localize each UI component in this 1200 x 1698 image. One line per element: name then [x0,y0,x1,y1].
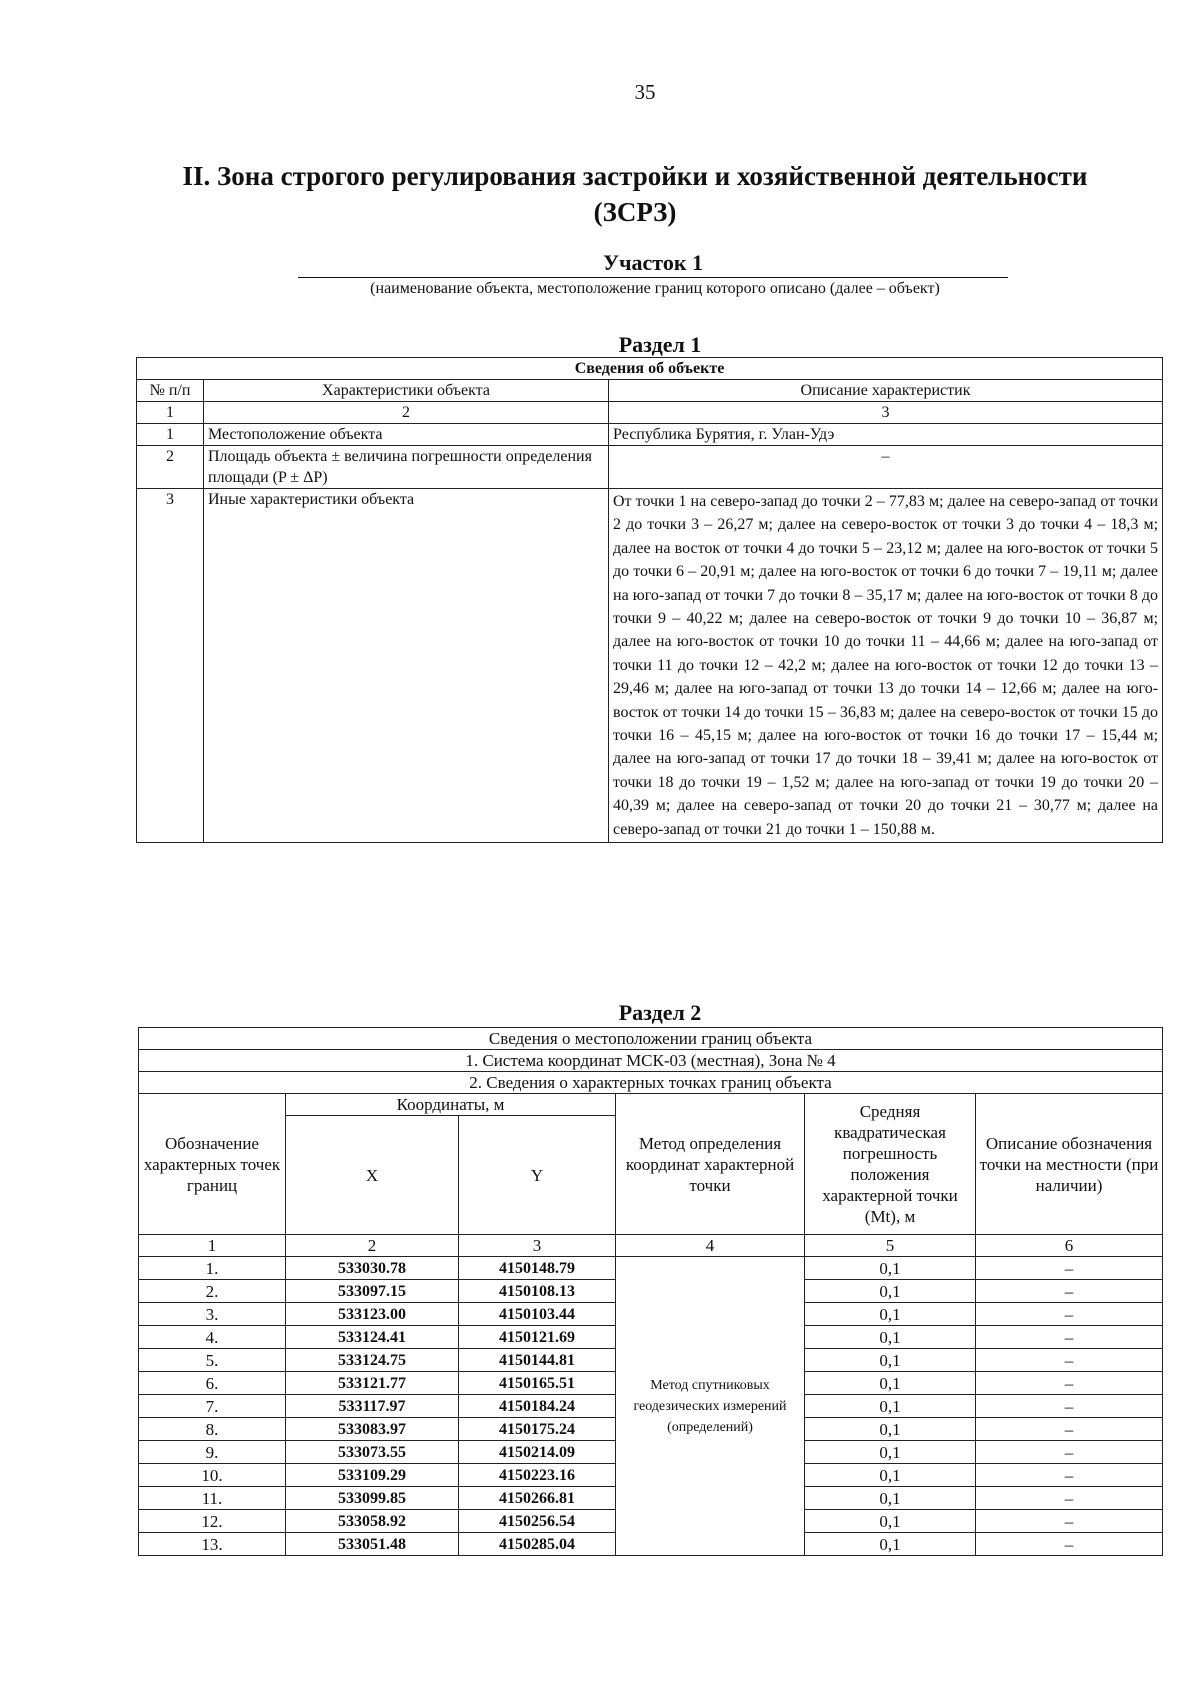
section2-title: Раздел 2 [618,1000,702,1025]
characteristic-value: – [609,446,1163,489]
characteristic-value: Республика Бурятия, г. Улан-Удэ [609,424,1163,446]
point-number: 1. [139,1257,286,1280]
point-number: 8. [139,1418,286,1441]
point-number: 9. [139,1441,286,1464]
point-x: 533123.00 [286,1303,459,1326]
point-y: 4150214.09 [459,1441,616,1464]
object-caption: (наименование объекта, местоположение границ которого описано (далее – объект) [370,280,940,297]
point-number: 13. [139,1533,286,1556]
point-accuracy: 0,1 [805,1441,976,1464]
table-row [139,1257,1163,1280]
method-cell: Метод спутниковых геодезических измерений (определений) [616,1257,805,1556]
characteristic-value: От точки 1 на северо-запад до точки 2 – 77,83 м; далее на северо-запад от точки 2 до точки 3 – 26,27 м; далее на северо-восток от точки 3 до точки 4 – 18,3 м; далее на восток от точки 4 до точки 5 – 23,12 м; далее на юго-восток от точки 5 до точки 6 – 20,91 м; далее на юго-восток от точки 6 до точки 7 – 19,11 м; далее на юго-запад от точки 7 до точки 8 – 35,17 м; далее на юго-восток от точки 8 до точки 9 – 40,22 м; далее на северо-восток от точки 9 до точки 10 – 36,87 м; далее на юго-восток от точки 10 до точки 11 – 44,66 м; далее на юго-запад от точки 11 до точки 12 – 42,2 м; далее на юго-восток от точки 12 до точки 13 – 29,46 м; далее на юго-запад от точки 13 до точки 14 – 12,66 м; далее на юго-восток от точки 14 до точки 15 – 36,83 м; далее на северо-восток от точки 15 до точки 16 – 45,15 м; далее на юго-восток от точки 16 до точки 17 – 15,44 м; далее на юго-запад от точки 17 до точки 18 – 39,41 м; далее на юго-восток от точки 18 до точки 19 – 1,52 м; далее на юго-запад от точки 19 до точки 20 – 40,39 м; далее на северо-запад от точки 20 до точки 21 – 30,77 м; далее на северо-запад от точки 21 до точки 1 – 150,88 м. [609,489,1163,843]
column-number-row [137,402,1163,424]
point-y: 4150256.54 [459,1510,616,1533]
point-number: 11. [139,1487,286,1510]
point-accuracy: 0,1 [805,1487,976,1510]
table-title: Сведения о местоположении границ объекта [139,1028,1163,1050]
object-info-table [136,357,1163,843]
document-title-line2: (ЗСРЗ) [593,197,677,227]
point-description: – [976,1464,1163,1487]
table-row [137,446,1163,489]
point-x: 533109.29 [286,1464,459,1487]
point-y: 4150266.81 [459,1487,616,1510]
point-number: 6. [139,1372,286,1395]
point-description: – [976,1257,1163,1280]
header-coords: Координаты, м [286,1094,616,1116]
point-number: 7. [139,1395,286,1418]
table-row [137,489,1163,843]
column-number: 3 [459,1235,616,1257]
column-number: 2 [204,402,609,424]
column-number: 1 [137,402,204,424]
table-header-row [137,380,1163,402]
point-x: 533083.97 [286,1418,459,1441]
characteristic-name: Местоположение объекта [204,424,609,446]
point-x: 533058.92 [286,1510,459,1533]
point-y: 4150165.51 [459,1372,616,1395]
table-row [139,1072,1163,1094]
point-y: 4150148.79 [459,1257,616,1280]
document-title-line1: II. Зона строгого регулирования застройки и хозяйственной деятельности [182,161,1088,191]
column-number: 3 [609,402,1163,424]
point-description: – [976,1303,1163,1326]
table-header-row [139,1094,1163,1116]
column-number: 2 [286,1235,459,1257]
header-point: Обозначение характерных точек границ [139,1094,286,1235]
column-number: 5 [805,1235,976,1257]
point-y: 4150121.69 [459,1326,616,1349]
header-method: Метод определения координат характерной точки [616,1094,805,1235]
point-x: 533073.55 [286,1441,459,1464]
point-number: 12. [139,1510,286,1533]
points-title: 2. Сведения о характерных точках границ объекта [139,1072,1163,1094]
point-description: – [976,1441,1163,1464]
point-description: – [976,1533,1163,1556]
point-accuracy: 0,1 [805,1395,976,1418]
header-cell: Описание характеристик [609,380,1163,402]
point-y: 4150223.16 [459,1464,616,1487]
point-x: 533117.97 [286,1395,459,1418]
point-description: – [976,1326,1163,1349]
point-description: – [976,1349,1163,1372]
point-x: 533124.75 [286,1349,459,1372]
point-accuracy: 0,1 [805,1464,976,1487]
point-y: 4150175.24 [459,1418,616,1441]
point-number: 4. [139,1326,286,1349]
point-number: 2. [139,1280,286,1303]
column-number: 4 [616,1235,805,1257]
column-number: 6 [976,1235,1163,1257]
header-cell: № п/п [137,380,204,402]
column-number-row [139,1235,1163,1257]
point-x: 533051.48 [286,1533,459,1556]
point-accuracy: 0,1 [805,1418,976,1441]
point-accuracy: 0,1 [805,1326,976,1349]
table-row [137,358,1163,380]
point-x: 533124.41 [286,1326,459,1349]
row-number: 2 [137,446,204,489]
point-accuracy: 0,1 [805,1372,976,1395]
table-row [139,1050,1163,1072]
characteristic-name: Площадь объекта ± величина погрешности определения площади (P ± ΔP) [204,446,609,489]
point-accuracy: 0,1 [805,1349,976,1372]
point-y: 4150184.24 [459,1395,616,1418]
point-description: – [976,1487,1163,1510]
row-number: 3 [137,489,204,843]
points-body [139,1257,1163,1556]
table-row [139,1028,1163,1050]
column-number: 1 [139,1235,286,1257]
object-name: Участок 1 [298,250,1008,278]
point-x: 533099.85 [286,1487,459,1510]
document-title [140,158,1130,230]
row-number: 1 [137,424,204,446]
coordinate-system: 1. Система координат МСК-03 (местная), Зона № 4 [139,1050,1163,1072]
point-number: 3. [139,1303,286,1326]
point-y: 4150285.04 [459,1533,616,1556]
point-number: 10. [139,1464,286,1487]
point-description: – [976,1510,1163,1533]
point-accuracy: 0,1 [805,1303,976,1326]
table-row [137,424,1163,446]
boundary-points-table [138,1027,1163,1556]
point-x: 533121.77 [286,1372,459,1395]
point-y: 4150108.13 [459,1280,616,1303]
characteristic-name: Иные характеристики объекта [204,489,609,843]
table-title: Сведения об объекте [137,358,1163,380]
point-y: 4150103.44 [459,1303,616,1326]
point-description: – [976,1372,1163,1395]
point-accuracy: 0,1 [805,1533,976,1556]
header-y: Y [459,1116,616,1235]
header-x: X [286,1116,459,1235]
point-y: 4150144.81 [459,1349,616,1372]
point-accuracy: 0,1 [805,1510,976,1533]
header-accuracy: Средняя квадратическая погрешность положения характерной точки (Mt), м [805,1094,976,1235]
header-description: Описание обозначения точки на местности (при наличии) [976,1094,1163,1235]
point-accuracy: 0,1 [805,1280,976,1303]
point-description: – [976,1418,1163,1441]
point-number: 5. [139,1349,286,1372]
point-description: – [976,1395,1163,1418]
header-cell: Характеристики объекта [204,380,609,402]
point-x: 533097.15 [286,1280,459,1303]
point-description: – [976,1280,1163,1303]
page-number: 35 [634,80,656,104]
section1-title: Раздел 1 [618,332,702,357]
point-x: 533030.78 [286,1257,459,1280]
point-accuracy: 0,1 [805,1257,976,1280]
